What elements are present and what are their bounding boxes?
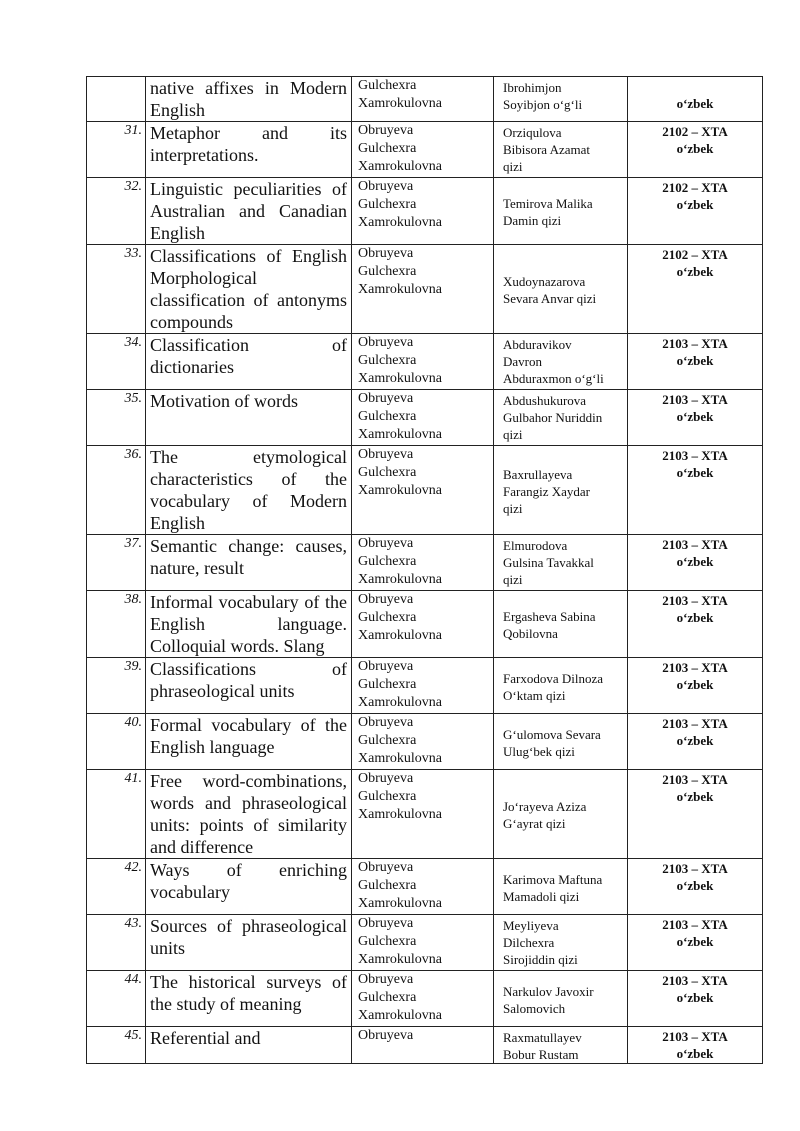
topic-cell: Semantic change: causes, nature, result (146, 535, 352, 591)
student-line: O‘ktam qizi (503, 687, 566, 703)
supervisor-cell (352, 915, 494, 971)
supervisor-cell (352, 122, 494, 178)
topic-cell: The etymological characteristics of the vocabulary of Modern English (146, 446, 352, 535)
supervisor-cell (352, 178, 494, 245)
table-row (87, 770, 763, 859)
row-number: 39. (87, 658, 146, 714)
student-line: Ergasheva Sabina (503, 609, 596, 624)
group-line: o‘zbek (676, 1046, 714, 1061)
supervisor-cell (352, 770, 494, 859)
supervisor-cell (352, 535, 494, 591)
student-line: Jo‘rayeva Aziza (503, 799, 587, 814)
topic-cell: The historical surveys of the study of meaning (146, 971, 352, 1027)
student-line: Soyibjon o‘g‘li (503, 97, 583, 112)
table-row (87, 915, 763, 971)
supervisor-line: Gulchexra (358, 677, 417, 692)
group-line: o‘zbek (676, 934, 714, 949)
student-cell (494, 334, 628, 390)
student-line: Bibisora Azamat (503, 142, 591, 157)
group-line: 2103 – XTA (662, 917, 728, 932)
group-cell (628, 971, 763, 1027)
row-number: 41. (87, 770, 146, 859)
supervisor-cell (352, 245, 494, 334)
student-line: Farxodova Dilnoza (503, 670, 604, 686)
student-line: qizi (503, 572, 523, 587)
supervisor-cell (352, 1027, 494, 1064)
group-line: o‘zbek (676, 465, 714, 480)
group-line: 2102 – XTA (662, 124, 728, 139)
group-line: o‘zbek (676, 264, 714, 279)
table-row (87, 178, 763, 245)
group-line: o‘zbek (676, 789, 714, 804)
group-cell (628, 915, 763, 971)
supervisor-line: Xamrokulovna (358, 751, 442, 766)
group-line: 2103 – XTA (662, 392, 728, 407)
supervisor-line: Obruyeva (358, 592, 414, 607)
supervisor-line: Obruyeva (358, 536, 414, 551)
supervisor-line: Gulchexra (358, 141, 417, 156)
table-row (87, 714, 763, 770)
row-number: 43. (87, 915, 146, 971)
row-number: 34. (87, 334, 146, 390)
supervisor-line: Obruyeva (358, 1028, 414, 1043)
student-cell (494, 714, 628, 770)
student-line: Abdushukurova (503, 393, 587, 408)
student-line: Xudoynazarova (503, 274, 586, 289)
supervisor-line: Obruyeva (358, 179, 414, 194)
supervisor-line: Obruyeva (358, 246, 414, 261)
topic-cell: Sources of phraseological units (146, 915, 352, 971)
group-cell (628, 390, 763, 446)
topic-cell: Free word-combinations, words and phraseological units: points of similarity and difference (146, 770, 352, 859)
supervisor-line: Gulchexra (358, 264, 417, 279)
topic-cell: native affixes in Modern English (146, 77, 352, 122)
group-line: 2103 – XTA (662, 716, 728, 731)
table-row (87, 77, 763, 122)
group-line: o‘zbek (676, 677, 714, 692)
row-number: 31. (87, 122, 146, 178)
row-number: 42. (87, 859, 146, 915)
supervisor-cell (352, 446, 494, 535)
student-line: Gulbahor Nuriddin (503, 410, 603, 425)
supervisor-line: Xamrokulovna (358, 427, 442, 442)
student-line: qizi (503, 427, 523, 442)
group-line: o‘zbek (676, 141, 714, 156)
supervisor-cell (352, 859, 494, 915)
student-cell (494, 535, 628, 591)
supervisor-line: Obruyeva (358, 715, 414, 730)
student-line: Dilchexra (503, 935, 555, 950)
supervisor-line: Obruyeva (358, 972, 414, 987)
supervisor-line: Gulchexra (358, 934, 417, 949)
supervisor-line: Xamrokulovna (358, 282, 442, 297)
student-line: Meyliyeva (503, 918, 559, 933)
supervisor-line: Gulchexra (358, 789, 417, 804)
supervisor-line: Obruyeva (358, 860, 414, 875)
topic-cell: Referential and (146, 1027, 352, 1064)
supervisor-line: Xamrokulovna (358, 807, 442, 822)
group-line: o‘zbek (676, 96, 714, 111)
supervisor-line: Xamrokulovna (358, 215, 442, 230)
student-line: Mamadoli qizi (503, 888, 580, 904)
supervisor-line: Xamrokulovna (358, 159, 442, 174)
student-cell (494, 591, 628, 658)
supervisor-line: Xamrokulovna (358, 628, 442, 643)
row-number: 33. (87, 245, 146, 334)
supervisor-cell (352, 390, 494, 446)
student-cell (494, 77, 628, 122)
group-line: o‘zbek (676, 990, 714, 1005)
topic-cell: Classifications of English Morphological classification of antonyms compounds (146, 245, 352, 334)
student-line: Ulug‘bek qizi (503, 743, 575, 759)
supervisor-line: Obruyeva (358, 659, 414, 674)
supervisor-line: Gulchexra (358, 409, 417, 424)
group-line: o‘zbek (676, 733, 714, 748)
group-line (630, 78, 760, 95)
row-number: 36. (87, 446, 146, 535)
table-row (87, 1027, 763, 1064)
student-line: Narkulov Javoxir (503, 983, 594, 999)
table-row (87, 535, 763, 591)
group-cell (628, 178, 763, 245)
group-line: 2103 – XTA (662, 336, 728, 351)
supervisor-line: Gulchexra (358, 554, 417, 569)
group-line: 2103 – XTA (662, 660, 728, 675)
supervisor-line: Xamrokulovna (358, 572, 442, 587)
group-line: o‘zbek (676, 353, 714, 368)
group-cell (628, 535, 763, 591)
student-line: qizi (503, 159, 523, 174)
row-number: 32. (87, 178, 146, 245)
supervisor-cell (352, 658, 494, 714)
group-line: o‘zbek (676, 610, 714, 625)
supervisor-line: Xamrokulovna (358, 371, 442, 386)
group-line: o‘zbek (676, 197, 714, 212)
supervisor-line: Xamrokulovna (358, 1008, 442, 1023)
group-line: 2103 – XTA (662, 861, 728, 876)
row-number: 40. (87, 714, 146, 770)
student-line: Gulsina Tavakkal (503, 555, 594, 570)
table-row (87, 859, 763, 915)
student-line: Elmurodova (503, 538, 568, 553)
group-line: 2102 – XTA (662, 180, 728, 195)
student-line: G‘ulomova Sevara (503, 726, 601, 742)
group-line: 2103 – XTA (662, 1029, 728, 1044)
topic-cell: Classification of dictionaries (146, 334, 352, 390)
group-line: o‘zbek (676, 554, 714, 569)
supervisor-line: Obruyeva (358, 335, 414, 350)
supervisor-cell (352, 77, 494, 122)
supervisor-line: Obruyeva (358, 123, 414, 138)
group-cell (628, 334, 763, 390)
student-line: Davron (503, 354, 542, 369)
topic-cell: Metaphor and its interpretations. (146, 122, 352, 178)
row-number: 38. (87, 591, 146, 658)
supervisor-line: Gulchexra (358, 990, 417, 1005)
group-cell (628, 1027, 763, 1064)
table-row (87, 591, 763, 658)
student-cell (494, 122, 628, 178)
supervisor-line: Gulchexra (358, 733, 417, 748)
student-cell (494, 971, 628, 1027)
supervisor-line: Gulchexra (358, 465, 417, 480)
student-line: Abduravikov (503, 337, 572, 352)
topic-cell: Informal vocabulary of the English language. Colloquial words. Slang (146, 591, 352, 658)
supervisor-cell (352, 714, 494, 770)
student-cell (494, 658, 628, 714)
student-line: Sevara Anvar qizi (503, 291, 597, 306)
student-line: Orziqulova (503, 125, 562, 140)
group-cell (628, 658, 763, 714)
supervisor-cell (352, 334, 494, 390)
supervisor-line: Xamrokulovna (358, 695, 442, 710)
student-line: Bobur Rustam (503, 1047, 579, 1062)
student-cell (494, 915, 628, 971)
thesis-topics-table (86, 76, 763, 1064)
student-line: Abduraxmon o‘g‘li (503, 371, 604, 386)
student-line: Baxrullayeva (503, 466, 573, 482)
supervisor-line: Obruyeva (358, 447, 414, 462)
row-number: 45. (87, 1027, 146, 1064)
row-number: 37. (87, 535, 146, 591)
supervisor-line: Obruyeva (358, 391, 414, 406)
row-number: 35. (87, 390, 146, 446)
supervisor-line: Gulchexra (358, 197, 417, 212)
student-cell (494, 178, 628, 245)
supervisor-line: Xamrokulovna (358, 96, 442, 111)
student-line: G‘ayrat qizi (503, 816, 566, 831)
student-cell (494, 245, 628, 334)
group-cell (628, 714, 763, 770)
student-cell (494, 1027, 628, 1064)
topic-cell: Linguistic peculiarities of Australian and Canadian English (146, 178, 352, 245)
table-body (87, 77, 763, 1064)
table-row (87, 245, 763, 334)
supervisor-line: Obruyeva (358, 916, 414, 931)
student-cell (494, 770, 628, 859)
row-number: 44. (87, 971, 146, 1027)
group-cell (628, 446, 763, 535)
table-row (87, 390, 763, 446)
group-cell (628, 591, 763, 658)
table-row (87, 334, 763, 390)
row-number (87, 77, 146, 122)
group-line: 2103 – XTA (662, 537, 728, 552)
topic-cell: Ways of enriching vocabulary (146, 859, 352, 915)
group-line: 2103 – XTA (662, 973, 728, 988)
group-line: 2102 – XTA (662, 247, 728, 262)
group-line: 2103 – XTA (662, 593, 728, 608)
group-cell (628, 770, 763, 859)
table-row (87, 658, 763, 714)
student-cell (494, 390, 628, 446)
supervisor-line: Obruyeva (358, 771, 414, 786)
student-line: Farangiz Xaydar (503, 483, 590, 499)
student-cell (494, 446, 628, 535)
topic-cell: Formal vocabulary of the English language (146, 714, 352, 770)
student-line: qizi (503, 500, 523, 516)
student-line: Ibrohimjon (503, 80, 562, 95)
group-cell (628, 122, 763, 178)
supervisor-cell (352, 971, 494, 1027)
group-line: 2103 – XTA (662, 772, 728, 787)
group-line: o‘zbek (676, 409, 714, 424)
topic-cell: Motivation of words (146, 390, 352, 446)
supervisor-line: Xamrokulovna (358, 896, 442, 911)
table-row (87, 971, 763, 1027)
supervisor-line: Gulchexra (358, 610, 417, 625)
topic-cell: Classifications of phraseological units (146, 658, 352, 714)
group-cell (628, 245, 763, 334)
group-line: o‘zbek (676, 878, 714, 893)
student-line: Sirojiddin qizi (503, 952, 578, 967)
supervisor-line: Gulchexra (358, 353, 417, 368)
group-cell (628, 77, 763, 122)
student-line: Raxmatullayev (503, 1030, 582, 1045)
table-row (87, 122, 763, 178)
supervisor-line: Xamrokulovna (358, 952, 442, 967)
student-cell (494, 859, 628, 915)
student-line: Karimova Maftuna (503, 871, 603, 887)
student-line: Damin qizi (503, 213, 562, 228)
student-line: Temirova Malika (503, 196, 593, 211)
supervisor-line: Gulchexra (358, 78, 417, 93)
supervisor-cell (352, 591, 494, 658)
group-cell (628, 859, 763, 915)
student-line: Salomovich (503, 1000, 566, 1016)
supervisor-line: Xamrokulovna (358, 483, 442, 498)
table-row (87, 446, 763, 535)
supervisor-line: Gulchexra (358, 878, 417, 893)
student-line: Qobilovna (503, 626, 558, 641)
group-line: 2103 – XTA (662, 448, 728, 463)
